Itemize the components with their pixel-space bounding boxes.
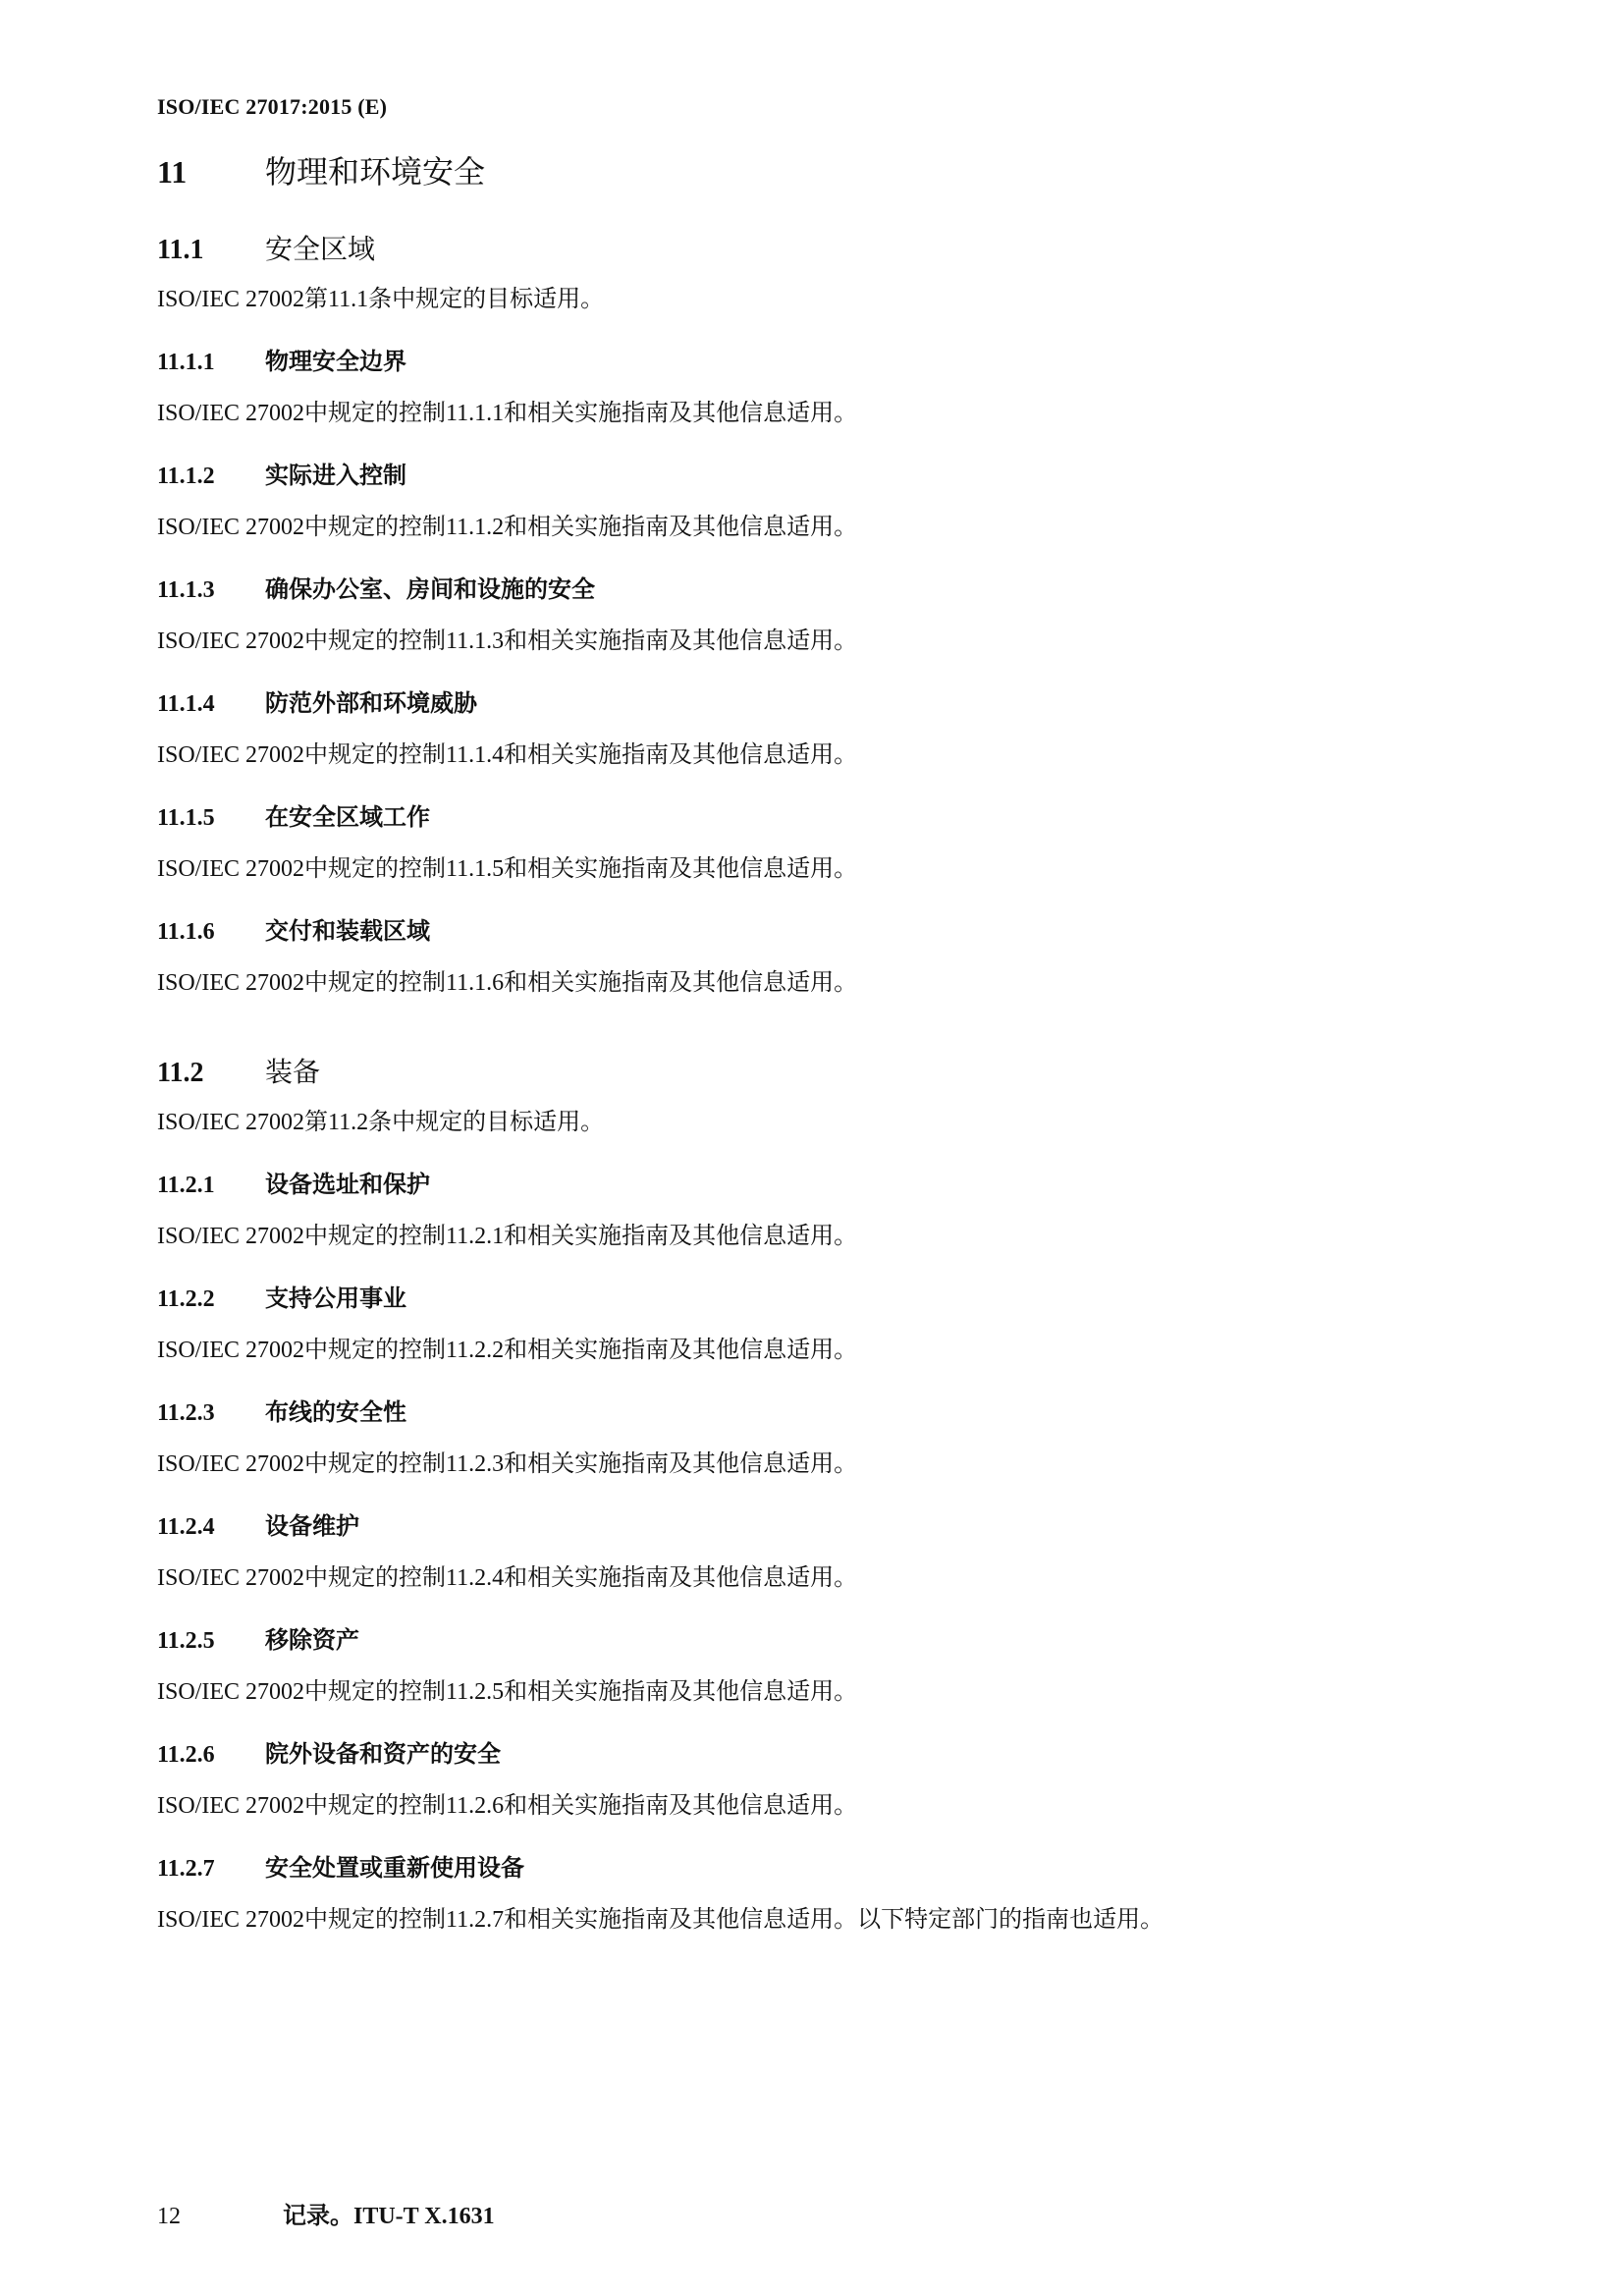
document-body bbox=[157, 147, 1473, 1962]
subsection-text: ISO/IEC 27002中规定的控制11.2.1和相关实施指南及其他信息适用。 bbox=[157, 1224, 858, 1249]
subsection-heading bbox=[157, 1848, 1473, 1905]
subsection-heading bbox=[157, 570, 1473, 627]
section-intro: ISO/IEC 27002第11.1条中规定的目标适用。 bbox=[157, 287, 605, 312]
subsection-title: 确保办公室、房间和设施的安全 bbox=[265, 577, 595, 603]
subsection-heading bbox=[157, 1393, 1473, 1449]
subsection-title: 院外设备和资产的安全 bbox=[265, 1742, 501, 1768]
subsection-number: 11.1.6 bbox=[157, 919, 215, 945]
page-footer bbox=[157, 2196, 495, 2230]
subsection-number: 11.1.5 bbox=[157, 805, 215, 831]
subsection-number: 11.2.6 bbox=[157, 1742, 215, 1768]
subsection-title: 在安全区域工作 bbox=[265, 805, 430, 831]
section-title: 安全区域 bbox=[265, 235, 376, 265]
subsection-text: ISO/IEC 27002中规定的控制11.1.3和相关实施指南及其他信息适用。 bbox=[157, 629, 858, 654]
subsection-text: ISO/IEC 27002中规定的控制11.1.1和相关实施指南及其他信息适用。 bbox=[157, 401, 858, 426]
footer-text: 记录。ITU-T X.1631 bbox=[283, 2204, 495, 2229]
subsection-title: 实际进入控制 bbox=[265, 464, 406, 489]
subsection-text: ISO/IEC 27002中规定的控制11.2.6和相关实施指南及其他信息适用。 bbox=[157, 1793, 858, 1819]
subsection-heading bbox=[157, 797, 1473, 854]
subsection-text: ISO/IEC 27002中规定的控制11.1.5和相关实施指南及其他信息适用。 bbox=[157, 856, 858, 882]
subsection-title: 布线的安全性 bbox=[265, 1400, 406, 1426]
subsection-title: 防范外部和环境威胁 bbox=[265, 691, 477, 717]
subsection-heading bbox=[157, 1165, 1473, 1222]
subsection-number: 11.1.4 bbox=[157, 691, 215, 717]
page-number: 12 bbox=[157, 2204, 181, 2229]
section-title: 装备 bbox=[265, 1058, 321, 1088]
subsection-number: 11.2.1 bbox=[157, 1173, 215, 1198]
subsection-heading bbox=[157, 1734, 1473, 1791]
subsection-text: ISO/IEC 27002中规定的控制11.2.3和相关实施指南及其他信息适用。 bbox=[157, 1451, 858, 1477]
subsection-title: 安全处置或重新使用设备 bbox=[265, 1856, 524, 1882]
subsection-number: 11.1.3 bbox=[157, 577, 215, 603]
subsection-heading bbox=[157, 911, 1473, 968]
subsection-title: 设备选址和保护 bbox=[265, 1173, 430, 1198]
subsection-heading bbox=[157, 456, 1473, 513]
subsection-number: 11.2.4 bbox=[157, 1514, 215, 1540]
subsection-heading bbox=[157, 683, 1473, 740]
section-intro: ISO/IEC 27002第11.2条中规定的目标适用。 bbox=[157, 1110, 605, 1135]
document-header: ISO/IEC 27017:2015 (E) bbox=[157, 94, 388, 119]
subsection-text: ISO/IEC 27002中规定的控制11.2.2和相关实施指南及其他信息适用。 bbox=[157, 1338, 858, 1363]
section-spacer bbox=[157, 1025, 1473, 1051]
subsection-text: ISO/IEC 27002中规定的控制11.2.4和相关实施指南及其他信息适用。 bbox=[157, 1565, 858, 1591]
subsection-heading bbox=[157, 342, 1473, 399]
subsection-heading bbox=[157, 1506, 1473, 1563]
subsection-heading bbox=[157, 1279, 1473, 1336]
subsection-number: 11.1.2 bbox=[157, 464, 215, 489]
subsection-title: 交付和装载区域 bbox=[265, 919, 430, 945]
chapter-number: 11 bbox=[157, 154, 188, 190]
subsection-heading bbox=[157, 1620, 1473, 1677]
subsection-title: 移除资产 bbox=[265, 1628, 359, 1654]
subsection-number: 11.2.3 bbox=[157, 1400, 215, 1426]
section-heading bbox=[157, 228, 1473, 281]
subsection-title: 设备维护 bbox=[265, 1514, 359, 1540]
subsection-number: 11.2.7 bbox=[157, 1856, 215, 1882]
subsection-text: ISO/IEC 27002中规定的控制11.1.6和相关实施指南及其他信息适用。 bbox=[157, 970, 858, 996]
section-heading bbox=[157, 1051, 1473, 1104]
subsection-number: 11.2.5 bbox=[157, 1628, 215, 1654]
section-number: 11.1 bbox=[157, 235, 204, 265]
subsection-title: 支持公用事业 bbox=[265, 1286, 406, 1312]
chapter-heading bbox=[157, 147, 1473, 206]
subsection-text: ISO/IEC 27002中规定的控制11.2.7和相关实施指南及其他信息适用。以下特定部门的指南也适用。 bbox=[157, 1907, 1164, 1933]
subsection-text: ISO/IEC 27002中规定的控制11.1.4和相关实施指南及其他信息适用。 bbox=[157, 742, 858, 768]
subsection-number: 11.2.2 bbox=[157, 1286, 215, 1312]
subsection-number: 11.1.1 bbox=[157, 350, 215, 375]
chapter-title: 物理和环境安全 bbox=[265, 154, 486, 190]
subsection-title: 物理安全边界 bbox=[265, 350, 406, 375]
section-number: 11.2 bbox=[157, 1058, 204, 1088]
subsection-text: ISO/IEC 27002中规定的控制11.1.2和相关实施指南及其他信息适用。 bbox=[157, 515, 858, 540]
subsection-text: ISO/IEC 27002中规定的控制11.2.5和相关实施指南及其他信息适用。 bbox=[157, 1679, 858, 1705]
